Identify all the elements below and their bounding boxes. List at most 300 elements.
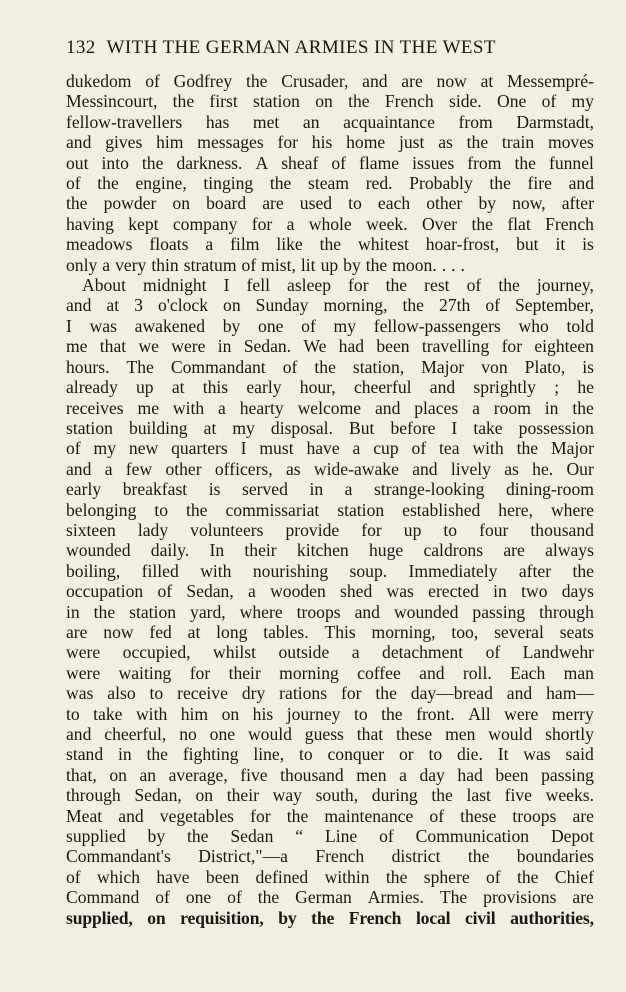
word: now <box>103 621 134 642</box>
word: the <box>375 683 397 704</box>
word: places <box>414 397 459 418</box>
text-line <box>66 398 594 418</box>
word: steam <box>308 173 350 194</box>
word: within <box>324 866 370 887</box>
word: in <box>309 479 324 500</box>
word: now <box>436 71 467 91</box>
word: too, <box>451 621 479 642</box>
word: French <box>545 213 594 234</box>
word: I <box>240 438 247 459</box>
word: very <box>115 254 147 275</box>
word: a <box>352 438 361 459</box>
word: detachment <box>382 642 464 663</box>
word: that, <box>66 764 97 785</box>
word: are <box>401 71 423 91</box>
text-line <box>66 642 594 662</box>
word: troops <box>296 601 341 622</box>
page-header <box>66 36 566 60</box>
text-line <box>66 663 594 683</box>
word: is <box>582 234 594 255</box>
word: where <box>239 601 283 622</box>
word: Commandant <box>170 356 266 377</box>
word: of <box>301 315 316 336</box>
word: long <box>216 621 248 642</box>
word: whitest <box>358 234 409 255</box>
word: up <box>403 519 422 540</box>
word: who <box>518 315 549 336</box>
word: company <box>172 213 238 234</box>
word: a <box>102 254 111 275</box>
word: soup. <box>349 560 388 581</box>
word: and <box>118 805 144 826</box>
word: Major <box>550 438 594 459</box>
word: merry <box>551 703 594 724</box>
word: cheerful, <box>104 724 167 744</box>
word: served <box>242 479 288 500</box>
word: officers, <box>214 458 273 479</box>
word: sixteen <box>66 519 116 540</box>
word: occupied, <box>122 642 191 663</box>
word: I <box>223 275 230 296</box>
word: and <box>66 295 92 316</box>
word: room <box>493 397 531 418</box>
word: each <box>377 193 411 214</box>
word: Over <box>421 213 458 234</box>
word: rations <box>279 683 328 704</box>
word: of <box>379 826 394 847</box>
word: having <box>66 213 114 234</box>
word: von <box>481 356 508 377</box>
word: of <box>227 887 242 908</box>
word: waiting <box>118 662 172 683</box>
text-line <box>66 683 594 703</box>
word: the <box>245 71 268 91</box>
word: day <box>419 764 445 785</box>
word: of <box>466 275 482 296</box>
word: Messincourt, <box>66 91 158 112</box>
text-line <box>66 581 594 601</box>
word: were <box>66 662 101 683</box>
word: fighting <box>182 744 239 765</box>
word: of <box>411 438 427 459</box>
word: This <box>324 621 356 642</box>
word: meadows <box>66 234 133 255</box>
word: Sedan. <box>243 336 292 357</box>
word: to <box>149 683 164 704</box>
word: a <box>399 764 407 785</box>
text-line <box>66 112 594 132</box>
word: weeks. <box>545 785 594 806</box>
word: defined <box>255 866 309 887</box>
word: would <box>488 724 533 744</box>
word: ; <box>554 377 560 398</box>
word: French <box>348 907 402 928</box>
word: the <box>471 213 493 234</box>
word: Sunday <box>255 295 309 316</box>
word: on <box>221 703 240 724</box>
word: dukedom <box>66 71 132 91</box>
word: of <box>66 173 81 194</box>
word: the <box>385 275 408 296</box>
word: fell <box>246 275 270 296</box>
word: authorities, <box>510 907 594 928</box>
word: we <box>138 336 159 357</box>
word: provide <box>285 519 340 540</box>
word: a <box>472 397 480 418</box>
word: stand <box>66 744 104 765</box>
word: he. <box>532 458 554 479</box>
word: the <box>93 601 116 622</box>
text-line <box>66 275 594 295</box>
word: after <box>518 560 552 581</box>
text-line <box>66 846 594 866</box>
text-line <box>66 785 594 805</box>
word: the <box>489 173 511 194</box>
word: and <box>419 662 445 683</box>
word: in <box>117 744 132 765</box>
word: after <box>561 193 594 214</box>
word: the <box>97 173 119 194</box>
word: to <box>66 703 80 724</box>
word: as <box>285 458 301 479</box>
word: stratum <box>183 254 237 275</box>
word: has <box>205 111 230 132</box>
text-line <box>66 132 594 152</box>
word: up <box>136 377 154 398</box>
word: whilst <box>213 642 257 663</box>
word: and <box>506 683 533 704</box>
word: no <box>179 724 197 744</box>
word: a <box>351 642 360 663</box>
word: It <box>497 744 509 765</box>
text-line <box>66 500 594 520</box>
word: told <box>566 315 594 336</box>
word: average, <box>168 764 228 785</box>
word: in <box>66 601 80 622</box>
word: receives <box>66 397 124 418</box>
word: the <box>365 254 388 275</box>
word: on <box>109 764 127 785</box>
word: flat <box>507 213 531 234</box>
word: requisition, <box>180 907 264 928</box>
word: is <box>208 479 221 500</box>
word: the <box>514 152 536 173</box>
word: also <box>107 683 136 704</box>
word: had <box>338 336 365 357</box>
word: rest <box>424 275 450 296</box>
word: of <box>485 295 500 316</box>
word: occupation <box>66 581 144 602</box>
word: week. <box>366 213 408 234</box>
word: way <box>272 785 302 806</box>
word: messages <box>197 132 264 153</box>
word: it <box>555 234 566 255</box>
word: . <box>441 254 447 275</box>
word: building <box>128 417 188 438</box>
word: to <box>154 499 169 520</box>
word: the <box>314 356 336 377</box>
word: from <box>467 152 502 173</box>
word: darkness. <box>176 152 243 173</box>
word: wounded <box>393 601 459 622</box>
word: and <box>66 132 92 153</box>
word: of <box>282 356 298 377</box>
text-line <box>66 561 594 581</box>
word: have <box>306 438 340 459</box>
word: One <box>496 91 527 112</box>
text-line <box>66 357 594 377</box>
word: film <box>230 234 260 255</box>
word: daily. <box>150 540 190 561</box>
word: floats <box>149 234 189 255</box>
text-line <box>66 193 594 213</box>
word: home <box>346 132 386 153</box>
word: awakened <box>134 315 206 336</box>
word: Each <box>510 662 546 683</box>
word: midnight <box>143 275 207 296</box>
word: shed <box>340 581 373 602</box>
word: were <box>171 336 206 357</box>
word: at <box>203 417 217 438</box>
word: dry <box>241 683 266 704</box>
word: were <box>66 642 101 663</box>
word: thin <box>151 254 179 275</box>
word: red. <box>365 173 393 194</box>
word: first <box>209 91 238 112</box>
word: In <box>209 540 225 561</box>
word: gives <box>105 132 143 153</box>
word: of <box>486 866 501 887</box>
word: district <box>391 846 441 867</box>
word: two <box>521 581 548 602</box>
word: from <box>458 111 493 132</box>
word: the <box>319 234 342 255</box>
word: are <box>262 193 284 214</box>
word: an <box>302 111 320 132</box>
word: disposal. <box>270 417 333 438</box>
word: receive <box>177 683 228 704</box>
word: civil <box>465 907 496 928</box>
word: of <box>157 581 173 602</box>
word: he <box>577 377 594 398</box>
word: his <box>252 703 274 724</box>
word: front. <box>416 703 455 724</box>
word: with <box>472 438 504 459</box>
word: through <box>66 785 121 806</box>
word: said <box>565 744 594 765</box>
word: these <box>460 805 497 826</box>
word: in <box>493 581 507 602</box>
word: his <box>311 132 333 153</box>
text-line <box>66 765 594 785</box>
word: of <box>541 91 557 112</box>
word: with <box>172 397 205 418</box>
word: fellow-travellers <box>66 111 183 132</box>
word: the <box>402 295 424 316</box>
word: German <box>295 887 352 908</box>
word: the <box>348 91 370 112</box>
word: the <box>498 275 520 296</box>
word: vegetables <box>159 805 235 826</box>
word: All <box>468 703 491 724</box>
text-line <box>66 908 594 928</box>
word: of <box>485 642 501 663</box>
word: powder <box>103 193 157 214</box>
text-line <box>66 71 594 91</box>
text-line <box>66 479 594 499</box>
text-line <box>66 887 594 907</box>
word: met <box>252 111 280 132</box>
word: station <box>129 601 177 622</box>
word: maintenance <box>324 805 414 826</box>
word: the <box>466 132 489 153</box>
word: Darmstadt, <box>516 111 594 132</box>
word: must <box>259 438 294 459</box>
word: eighteen <box>534 336 594 357</box>
word: Godfrey <box>173 71 233 91</box>
word: of <box>429 805 445 826</box>
word: acquaintance <box>343 111 435 132</box>
text-line <box>66 459 594 479</box>
word: into <box>101 152 129 173</box>
word: whole <box>308 213 352 234</box>
word: on <box>315 91 333 112</box>
word: the <box>572 397 594 418</box>
word: the <box>385 866 408 887</box>
word: south, <box>315 785 359 806</box>
word: Depot <box>550 826 594 847</box>
word: through <box>539 601 594 622</box>
word: journey, <box>536 275 594 296</box>
word: had <box>457 764 483 785</box>
word: caldrons <box>423 540 484 561</box>
text-line <box>66 336 594 356</box>
word: dining-room <box>505 479 594 500</box>
word: take <box>473 417 503 438</box>
word: on <box>172 193 191 214</box>
word: for <box>277 132 299 153</box>
word: welcome <box>297 397 362 418</box>
word: guess <box>304 724 344 744</box>
word: for <box>189 662 211 683</box>
word: Crusader, <box>281 71 349 91</box>
word: shortly <box>545 724 594 744</box>
word: A <box>255 152 269 173</box>
word: been <box>205 866 240 887</box>
word: their <box>228 662 261 683</box>
word: last <box>466 785 491 806</box>
word: travelling <box>421 336 490 357</box>
word: for <box>348 275 369 296</box>
running-title: WITH THE GERMAN ARMIES IN THE WEST <box>106 37 496 58</box>
word: Plato, <box>524 356 566 377</box>
word: at <box>106 295 120 316</box>
word: tables. <box>263 621 309 642</box>
word: this <box>202 377 229 398</box>
word: men <box>445 724 476 744</box>
word: fire <box>527 173 552 194</box>
word: District,"—a <box>198 846 288 867</box>
word: the <box>186 499 208 520</box>
word: the <box>467 846 490 867</box>
word: cup <box>373 438 399 459</box>
word: Probably <box>409 173 473 194</box>
word: roll. <box>462 662 492 683</box>
word: yard, <box>190 601 226 622</box>
word: of <box>145 71 160 91</box>
word: station, <box>352 356 405 377</box>
word: moon. <box>392 254 437 275</box>
text-line <box>66 418 594 438</box>
word: to <box>443 519 458 540</box>
word: but <box>516 234 539 255</box>
word: Sedan, <box>186 581 234 602</box>
word: wounded <box>66 540 131 561</box>
word: commissariat <box>225 499 320 520</box>
word: and <box>362 71 388 91</box>
word: only <box>66 254 98 275</box>
word: Landwehr <box>522 642 594 663</box>
word: I <box>66 315 72 336</box>
word: their <box>226 785 259 806</box>
word: boundaries <box>516 846 594 867</box>
word: my <box>333 315 357 336</box>
word: is <box>582 356 594 377</box>
word: a <box>344 479 353 500</box>
word: hearty <box>239 397 284 418</box>
word: five <box>504 785 532 806</box>
word: Messempré- <box>507 71 594 91</box>
text-line <box>66 173 594 193</box>
word: kept <box>128 213 159 234</box>
word: the <box>257 887 280 908</box>
word: are <box>503 540 525 561</box>
word: Sedan, <box>134 785 182 806</box>
word: huge <box>368 540 404 561</box>
text-line <box>66 377 594 397</box>
word: the <box>187 826 209 847</box>
word: to <box>353 703 368 724</box>
word: by <box>278 907 297 928</box>
word: supplied, <box>66 907 133 928</box>
word: now, <box>512 193 546 214</box>
word: nourishing <box>252 560 329 581</box>
word: flame <box>359 152 400 173</box>
word: their <box>244 540 277 561</box>
word: are <box>572 805 594 826</box>
word: on <box>147 907 166 928</box>
word: the <box>516 438 539 459</box>
word: just <box>399 132 425 153</box>
word: at <box>171 377 185 398</box>
word: the <box>517 866 539 887</box>
word: and <box>429 377 456 398</box>
word: the <box>141 152 164 173</box>
word: hour, <box>299 377 336 398</box>
word: passing <box>541 764 594 785</box>
word: on <box>223 295 241 316</box>
word: for <box>501 336 523 357</box>
word: quarters <box>171 438 228 459</box>
word: of <box>241 254 257 275</box>
word: of <box>155 887 170 908</box>
word: die. <box>456 744 483 765</box>
word: station <box>337 499 385 520</box>
word: train <box>501 132 535 153</box>
word: the <box>381 703 403 724</box>
word: wide-awake <box>313 458 399 479</box>
word: me <box>66 336 88 357</box>
